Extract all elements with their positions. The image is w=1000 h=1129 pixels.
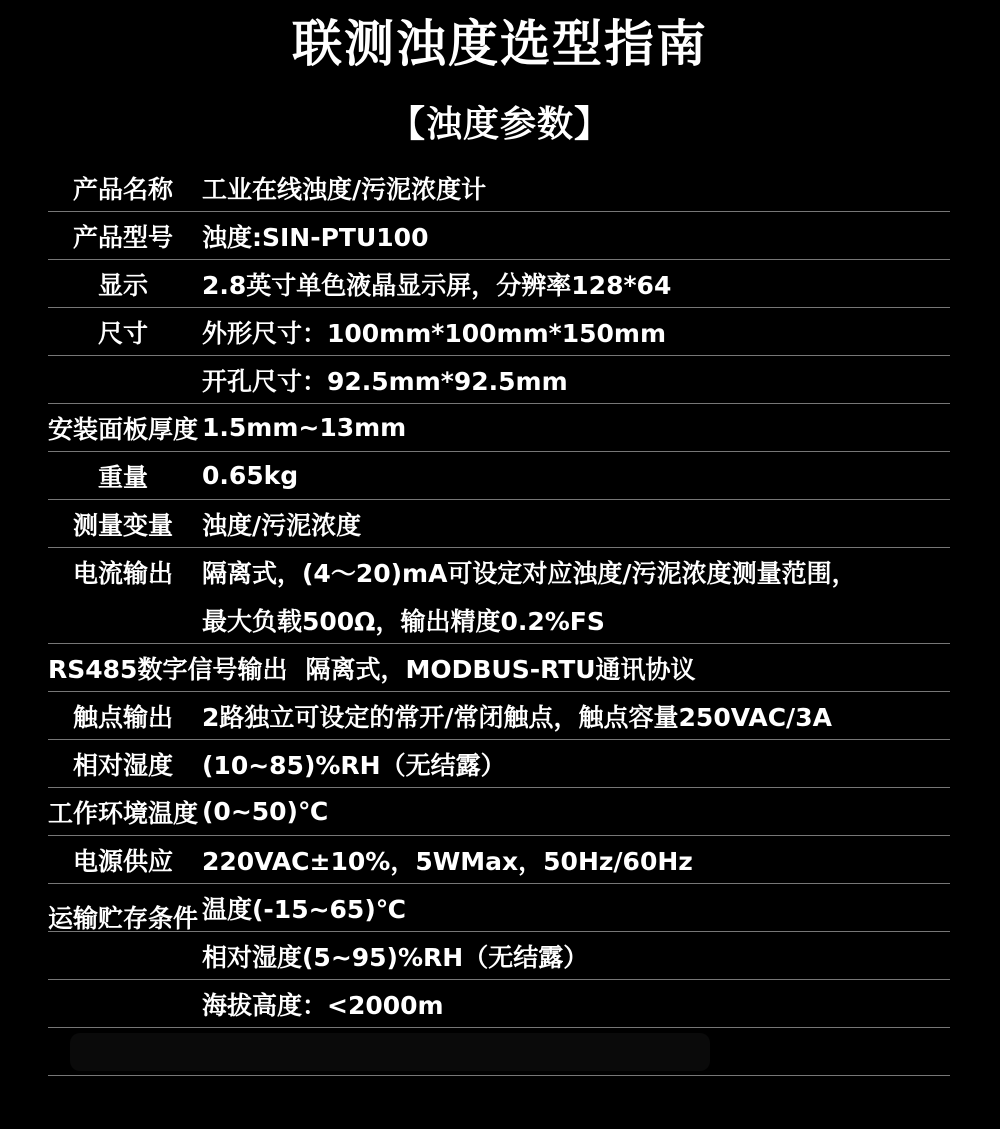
spec-value: 1.5mm~13mm [202, 413, 407, 442]
spec-value: (0~50)℃ [202, 797, 329, 826]
spec-label: 电流输出 [72, 559, 173, 588]
spec-row-product-model [48, 212, 950, 260]
spec-value: 浊度:SIN-PTU100 [202, 222, 429, 252]
spec-row-operating-temperature [48, 788, 950, 836]
spec-value: 0.65kg [202, 461, 299, 490]
spec-label: 工作环境温度 [48, 798, 199, 828]
spec-label: RS485数字信号输出 [48, 654, 288, 684]
spec-label: 尺寸 [97, 318, 148, 348]
spec-row-panel-thickness [48, 404, 950, 452]
spec-value: 隔离式，(4～20)mA可设定对应浊度/污泥浓度测量范围， [202, 559, 857, 588]
spec-value: 浊度/污泥浓度 [202, 510, 362, 540]
spec-value: 相对湿度(5~95)%RH（无结露） [202, 942, 589, 972]
spec-row-storage-temperature [48, 884, 950, 932]
redacted-box [70, 1033, 710, 1071]
page-title: 联测浊度选型指南 [292, 15, 708, 73]
spec-label: 相对湿度 [72, 750, 173, 780]
spec-value: (10~85)%RH（无结露） [202, 750, 506, 780]
spec-row-measured-variable [48, 500, 950, 548]
spec-value: 2.8英寸单色液晶显示屏，分辨率128*64 [202, 270, 672, 300]
spec-label: 测量变量 [72, 510, 173, 540]
spec-value: 隔离式，MODBUS-RTU通讯协议 [305, 654, 696, 684]
spec-row-contact-output [48, 692, 950, 740]
spec-label: 重量 [97, 462, 148, 492]
spec-row-product-name [48, 164, 950, 212]
spec-value: 温度(-15~65)℃ [202, 894, 407, 924]
spec-value: 工业在线浊度/污泥浓度计 [202, 174, 487, 204]
spec-row-empty [48, 1028, 950, 1076]
spec-row-weight [48, 452, 950, 500]
spec-row-power-supply [48, 836, 950, 884]
spec-label: 电源供应 [72, 846, 173, 876]
spec-row-relative-humidity [48, 740, 950, 788]
spec-value: 开孔尺寸：92.5mm*92.5mm [202, 366, 568, 396]
spec-row-storage-humidity [48, 932, 950, 980]
spec-value: 最大负载500Ω，输出精度0.2%FS [202, 606, 605, 636]
spec-label: 产品型号 [72, 222, 173, 252]
spec-label: 运输贮存条件 [48, 903, 199, 933]
spec-value: 220VAC±10%，5WMax，50Hz/60Hz [202, 846, 693, 876]
spec-label: 显示 [97, 270, 148, 300]
spec-row-current-output-cont [48, 596, 950, 644]
spec-value: 2路独立可设定的常开/常闭触点，触点容量250VAC/3A [202, 702, 832, 732]
section-title: 【浊度参数】 [388, 104, 611, 145]
spec-row-cutout-size [48, 356, 950, 404]
spec-row-altitude [48, 980, 950, 1028]
spec-row-current-output [48, 548, 950, 596]
spec-row-display [48, 260, 950, 308]
spec-label: 安装面板厚度 [48, 414, 199, 444]
spec-value: 海拔高度：<2000m [202, 990, 444, 1020]
spec-value: 外形尺寸：100mm*100mm*150mm [202, 318, 667, 348]
spec-label: 触点输出 [72, 702, 173, 732]
spec-label: 产品名称 [72, 174, 173, 204]
spec-row-dimensions [48, 308, 950, 356]
spec-row-rs485-output [48, 644, 950, 692]
spec-table [48, 164, 950, 1076]
